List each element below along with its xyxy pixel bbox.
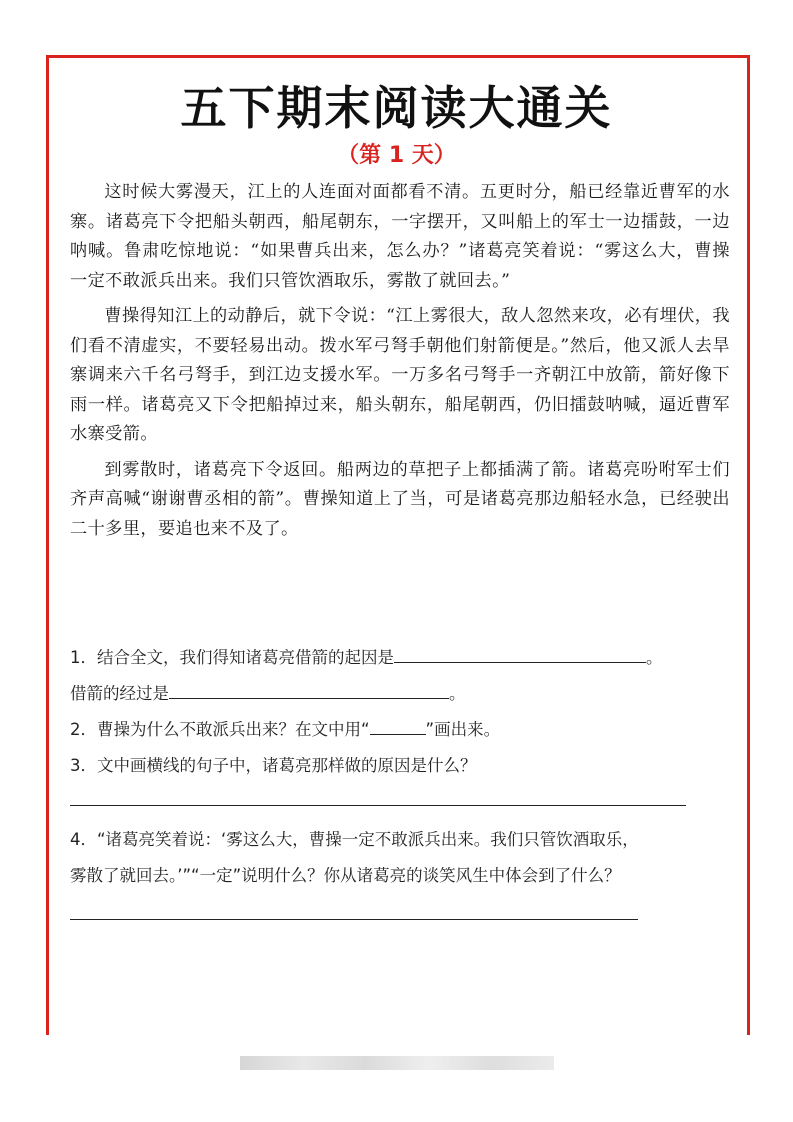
day-subtitle: （第 1 天） [337, 143, 456, 168]
passage-paragraph-2: 曹操得知江上的动静后，就下令说：“江上雾很大，敌人忽然来攻，必有埋伏，我们看不清虚实，不要轻易出动。拨水军弓弩手朝他们射箭便是。”然后，他又派人去旱寨调来六千名弓弩手，到江边支援水军。一万多名弓弩手一齐朝江中放箭，箭好像下雨一样。诸葛亮又下令把船掉过来，船头朝东，船尾朝西，仍旧擂鼓呐喊，逼近曹军水寨受箭。 [70, 306, 730, 444]
answer-blank-q2-mark[interactable] [370, 712, 426, 735]
answer-blank-q1-cause[interactable] [394, 640, 646, 663]
question-4-text-2: 雾散了就回去。’”“一定”说明什么？你从诸葛亮的谈笑风生中体会到了什么？ [70, 866, 621, 885]
question-3 [70, 748, 730, 784]
question-1-process-end: 。 [449, 684, 466, 703]
question-4-line-2 [70, 858, 730, 894]
question-1-end: 。 [646, 648, 663, 667]
answer-blank-q1-process[interactable] [169, 676, 449, 699]
question-1-text: 1．结合全文，我们得知诸葛亮借箭的起因是 [70, 648, 394, 667]
question-2-text-before: 2．曹操为什么不敢派兵出来？在文中用“ [70, 720, 370, 739]
answer-line-q4[interactable] [70, 918, 638, 920]
page-title: 五下期末阅读大通关 [180, 81, 613, 135]
question-4-text-1: 4．“诸葛亮笑着说：‘雾这么大，曹操一定不敢派兵出来。我们只管饮酒取乐， [70, 830, 639, 849]
passage-paragraph-1: 这时候大雾漫天，江上的人连面对面都看不清。五更时分，船已经靠近曹军的水寨。诸葛亮下令把船头朝西，船尾朝东，一字摆开，又叫船上的军士一边擂鼓，一边呐喊。鲁肃吃惊地说：“如果曹兵出来，怎么办？”诸葛亮笑着说：“雾这么大，曹操一定不敢派兵出来。我们只管饮酒取乐，雾散了就回去。” [70, 182, 730, 291]
question-3-text: 3．文中画横线的句子中，诸葛亮那样做的原因是什么？ [70, 756, 477, 775]
question-1-line-2 [70, 676, 730, 712]
passage-paragraph-3: 到雾散时，诸葛亮下令返回。船两边的草把子上都插满了箭。诸葛亮吩咐军士们齐声高喊“谢谢曹丞相的箭”。曹操知道上了当，可是诸葛亮那边船轻水急，已经驶出二十多里，要追也来不及了。 [70, 459, 730, 539]
reading-passage [70, 178, 730, 550]
question-4-line-1 [70, 822, 730, 858]
question-1-line-1 [70, 640, 730, 676]
question-section [70, 640, 730, 920]
blurred-footer-watermark [240, 1056, 554, 1070]
question-2-text-after: ”画出来。 [425, 720, 501, 739]
question-2 [70, 712, 730, 748]
question-1-process-text: 借箭的经过是 [70, 684, 169, 703]
